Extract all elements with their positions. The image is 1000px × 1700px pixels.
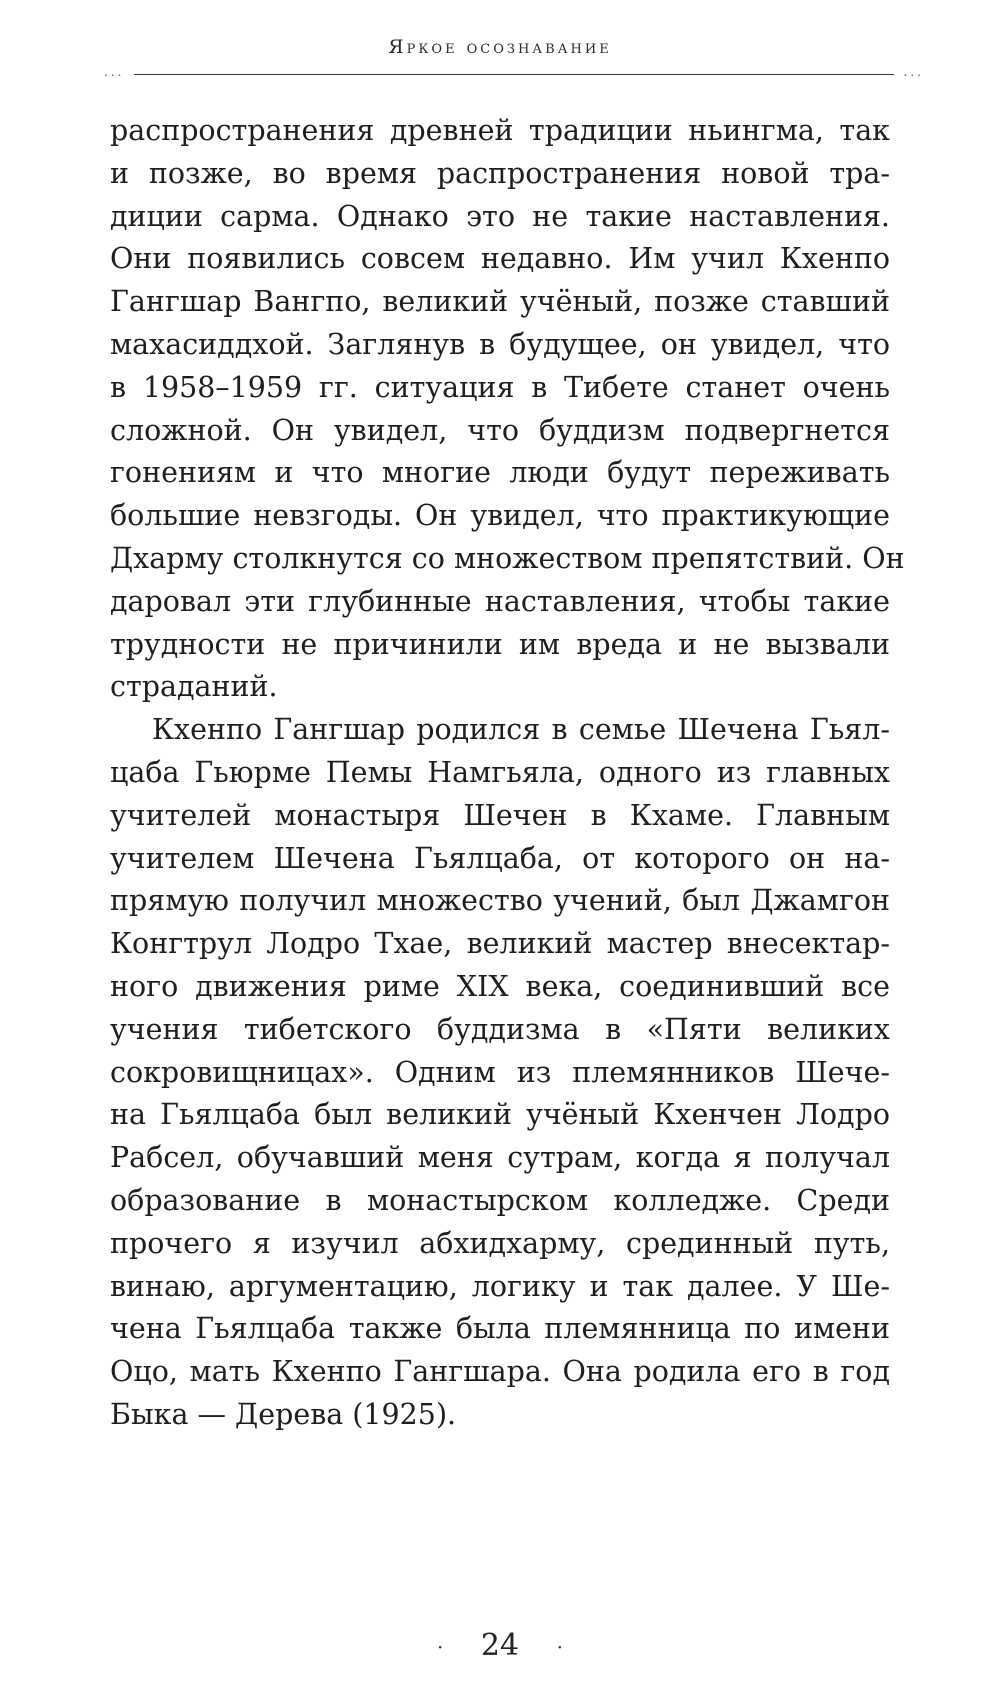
text-line: прочего я изучил абхидхарму, срединный путь, — [110, 1226, 890, 1260]
text-line: диции сарма. Однако это не такие наставления. — [110, 199, 890, 233]
text-line: даровал эти глубинные наставления, чтобы такие — [110, 584, 890, 618]
text-line: трудности не причинили им вреда и не вызвали — [110, 627, 890, 661]
text-line: Кхенпо Гангшар родился в семье Шечена Гьял- — [152, 713, 890, 747]
text-line: учителей монастыря Шечен в Кхаме. Главным — [110, 798, 890, 832]
text-line: винаю, аргументацию, логику и так далее. У Ше- — [110, 1269, 890, 1303]
text-line: в 1958–1959 гг. ситуация в Тибете станет очень — [110, 370, 890, 404]
text-line: образование в монастырском колледже. Среди — [110, 1183, 890, 1217]
footer-dot-right: · — [556, 1635, 563, 1659]
footer-dot-left: · — [437, 1635, 444, 1659]
text-line: Гангшар Вангпо, великий учёный, позже ставший — [110, 285, 890, 319]
text-line: чена Гьялцаба также была племянница по имени — [110, 1312, 890, 1346]
text-line: Рабсел, обучавший меня сутрам, когда я получал — [110, 1141, 890, 1175]
text-line: распространения древней традиции ньингма, так — [110, 114, 890, 147]
text-line: и позже, во время распространения новой тра- — [110, 156, 890, 190]
text-line: учителем Шечена Гьялцаба, от которого он на- — [110, 841, 890, 875]
page-number: 24 — [480, 1628, 520, 1663]
text-line: на Гьялцаба был великий учёный Кхенчен Лодро — [110, 1098, 890, 1132]
text-line: Оцо, мать Кхенпо Гангшара. Она родила его в год — [110, 1355, 890, 1389]
text-line: учения тибетского буддизма в «Пяти великих — [110, 1012, 890, 1046]
text-line: Быка — Дерева (1925). — [110, 1397, 457, 1431]
text-line: гонениям и что многие люди будут переживать — [110, 456, 890, 490]
paragraph-2 — [110, 709, 890, 1437]
text-line: Они появились совсем недавно. Им учил Кхенпо — [110, 242, 890, 276]
text-line: махасиддхой. Заглянув в будущее, он увидел, что — [110, 327, 890, 361]
text-line: Дхарму столкнутся со множеством препятствий. Он — [110, 541, 905, 575]
text-line: сложной. Он увидел, что буддизм подвергнется — [110, 413, 890, 447]
text-line: Конгтрул Лодро Тхае, великий мастер внесектар- — [110, 927, 890, 961]
paragraph-1 — [110, 110, 905, 709]
header-rule-dots-left: ... — [104, 65, 125, 79]
text-line: страданий. — [110, 670, 278, 704]
header-rule-line — [134, 74, 894, 75]
header-rule-dots-right: ... — [903, 65, 924, 79]
text-line: сокровищницах». Одним из племянников Шече- — [110, 1055, 890, 1089]
text-line: большие невзгоды. Он увидел, что практикующие — [110, 499, 890, 533]
running-header: Яркое осознавание — [388, 36, 612, 58]
page-number-footer — [0, 1628, 1000, 1663]
text-line: ного движения риме XIX века, соединивший все — [110, 969, 890, 1003]
text-line: прямую получил множество учений, был Джамгон — [110, 884, 890, 918]
body-text — [110, 110, 905, 1437]
text-line: цаба Гьюрме Пемы Намгьяла, одного из главных — [110, 755, 890, 789]
